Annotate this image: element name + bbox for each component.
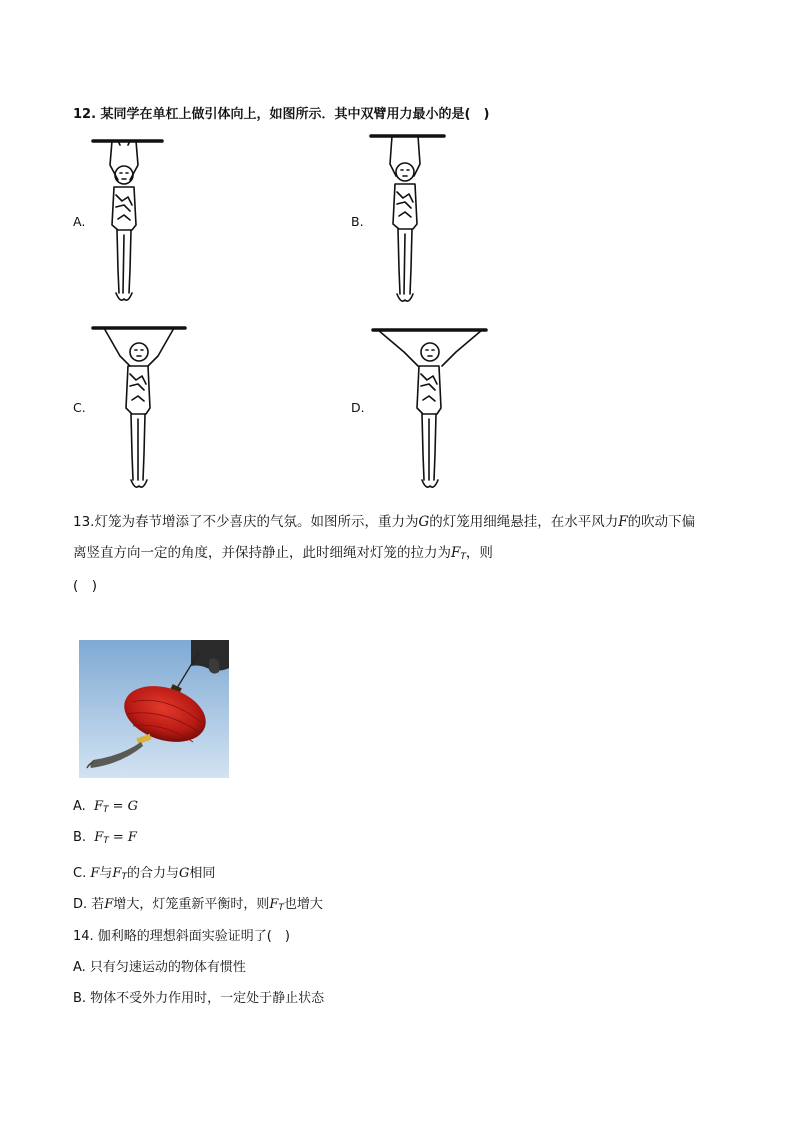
- question-13-line-1: 13.灯笼为春节增添了不少喜庆的气氛。如图所示，重力为G的灯笼用细绳悬挂，在水平风力F的吹动下偏: [73, 514, 696, 530]
- question-14-title: 14. 伽利略的理想斜面实验证明了( ): [73, 929, 290, 944]
- q13-option-c: C. F与$F_T$的合力与G相同: [73, 866, 216, 882]
- question-13-answer-parens: ( ): [73, 578, 98, 594]
- pullup-figure-c: [90, 322, 190, 494]
- q13-option-a: A. $F_T = G$: [73, 799, 139, 815]
- pullup-figure-b: [368, 132, 448, 312]
- pullup-figure-a: [90, 135, 170, 310]
- question-13-line-2: 离竖直方向一定的角度，并保持静止，此时细绳对灯笼的拉力为$F_T$，则: [73, 545, 493, 562]
- q12-option-c-label: C.: [73, 400, 86, 415]
- q12-option-a-label: A.: [73, 214, 86, 229]
- q14-option-b: B. 物体不受外力作用时，一定处于静止状态: [73, 991, 325, 1006]
- q13-option-b: B. $F_T = F$: [73, 830, 137, 846]
- lantern-photo: [79, 640, 229, 778]
- question-12-title: 12. 某同学在单杠上做引体向上，如图所示．其中双臂用力最小的是( ): [73, 107, 490, 122]
- q12-option-b-label: B.: [351, 214, 364, 229]
- q12-option-d-label: D.: [351, 400, 365, 415]
- q13-option-d: D. 若F增大，灯笼重新平衡时，则$F_T$也增大: [73, 897, 323, 913]
- pullup-figure-d: [370, 322, 492, 494]
- q14-option-a: A. 只有匀速运动的物体有惯性: [73, 960, 246, 975]
